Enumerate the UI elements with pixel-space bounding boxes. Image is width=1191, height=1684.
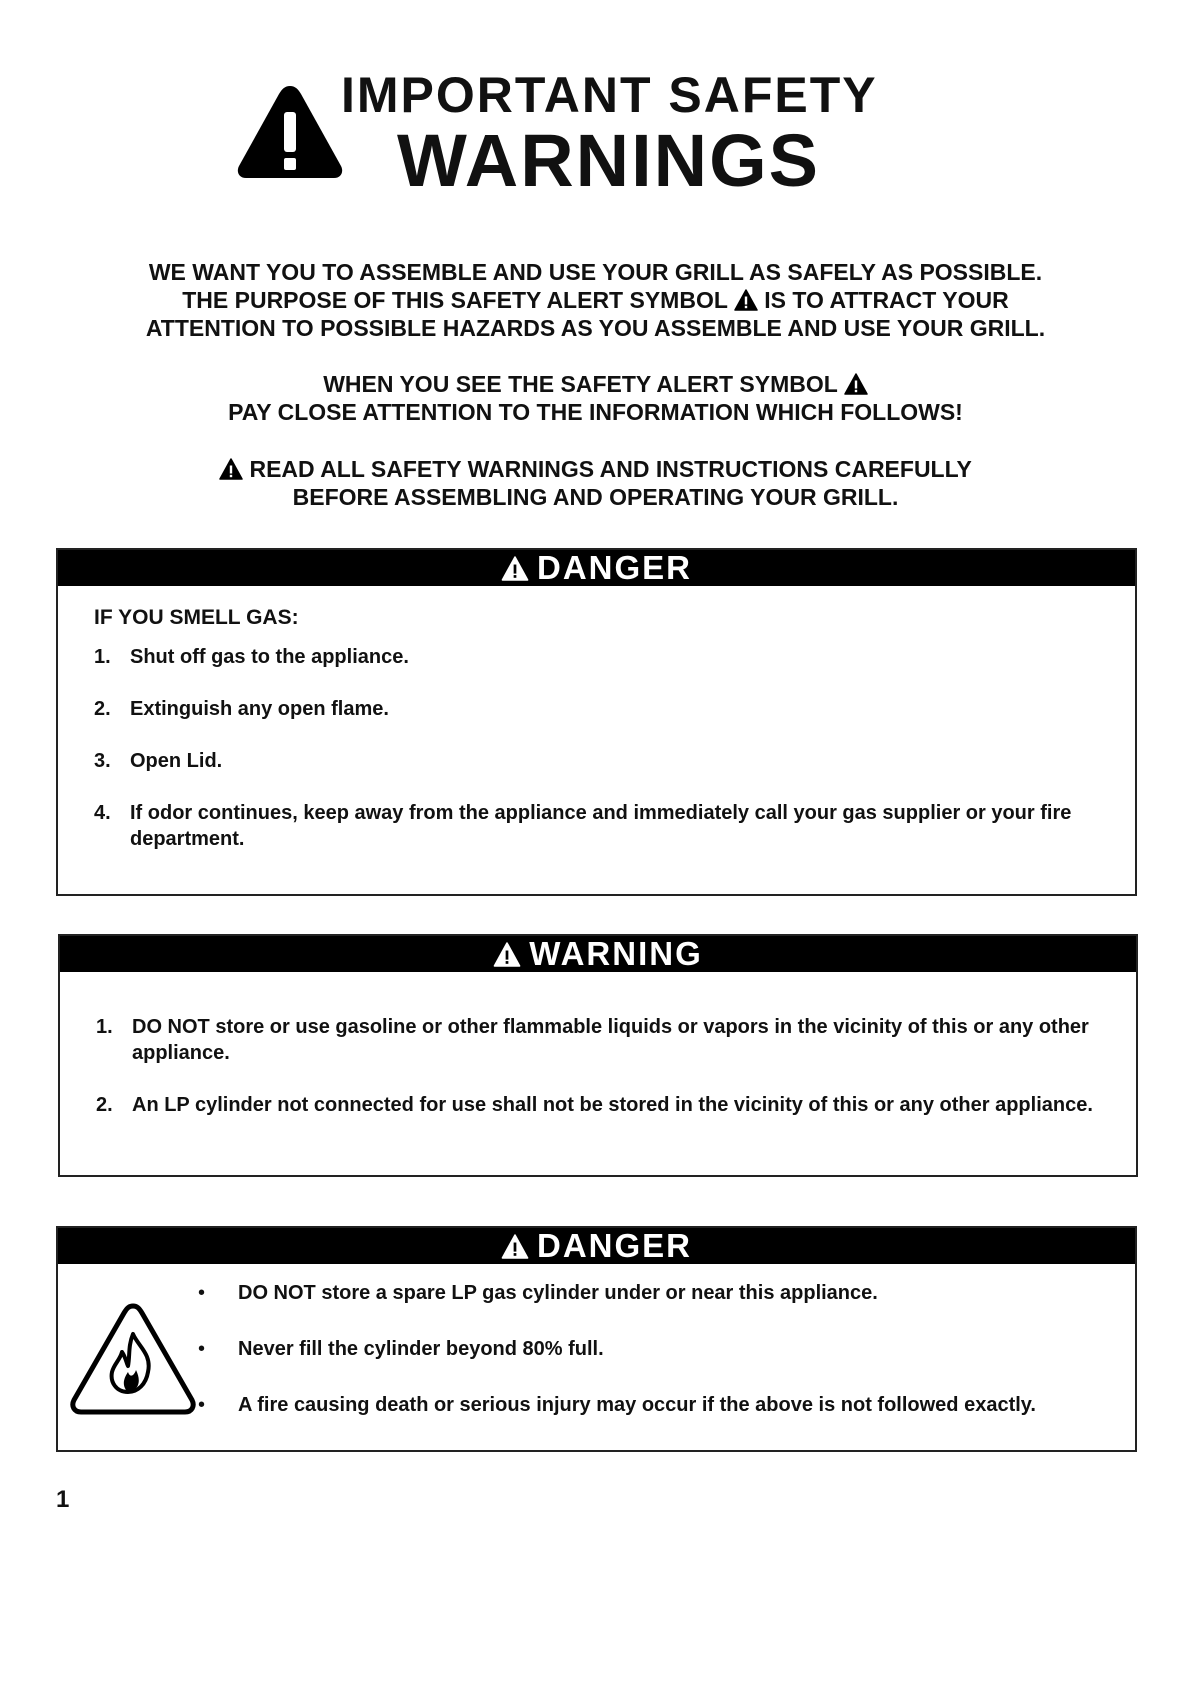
- list-item: 1. Shut off gas to the appliance.: [94, 646, 409, 668]
- intro-paragraph-1: [60, 258, 1131, 342]
- safety-alert-icon: [501, 556, 529, 581]
- danger-list: [58, 644, 1135, 852]
- intro-paragraph-2: [60, 370, 1131, 426]
- list-item: 1. DO NOT store or use gasoline or other flammable liquids or vapors in the vicinity of this or any other appliance.: [96, 1016, 1089, 1064]
- warning-header: WARNING: [60, 936, 1136, 972]
- danger-subheading: IF YOU SMELL GAS:: [94, 606, 299, 629]
- intro-paragraph-3: [60, 455, 1131, 511]
- list-item: 2. An LP cylinder not connected for use shall not be stored in the vicinity of this or any other appliance.: [96, 1094, 1093, 1116]
- safety-alert-icon: [501, 1234, 529, 1259]
- danger-header: DANGER: [58, 550, 1135, 586]
- safety-alert-icon: [235, 82, 345, 182]
- list-item: 4. If odor continues, keep away from the appliance and immediately call your gas supplier or your fire department.: [94, 802, 1072, 850]
- intro-text: WHEN YOU SEE THE SAFETY ALERT SYMBOL: [60, 370, 1131, 398]
- flammable-fire-icon: [68, 1300, 198, 1420]
- warning-list: [60, 1014, 1136, 1118]
- danger-header: DANGER: [58, 1228, 1135, 1264]
- danger-box-cylinder: [56, 1226, 1137, 1452]
- safety-alert-icon: [734, 289, 758, 311]
- page-title-line2: WARNINGS: [397, 119, 820, 202]
- intro-text: PAY CLOSE ATTENTION TO THE INFORMATION WHICH FOLLOWS!: [228, 399, 963, 425]
- list-item: • DO NOT store a spare LP gas cylinder under or near this appliance.: [198, 1282, 878, 1304]
- warning-box: [58, 934, 1138, 1177]
- danger-bullet-list: [198, 1280, 1118, 1448]
- safety-alert-icon: [219, 458, 243, 480]
- list-item: • A fire causing death or serious injury may occur if the above is not followed exactly.: [198, 1394, 1036, 1416]
- safety-alert-icon: [493, 942, 521, 967]
- list-item: 3. Open Lid.: [94, 750, 223, 772]
- intro-text: WE WANT YOU TO ASSEMBLE AND USE YOUR GRILL AS SAFELY AS POSSIBLE.: [148, 259, 1043, 285]
- page-header: [235, 66, 915, 206]
- page-number: 1: [56, 1486, 70, 1513]
- list-item: 2. Extinguish any open flame.: [94, 698, 389, 720]
- intro-text: ATTENTION TO POSSIBLE HAZARDS AS YOU ASSEMBLE AND USE YOUR GRILL.: [145, 315, 1046, 341]
- list-item: • Never fill the cylinder beyond 80% full.: [198, 1338, 604, 1360]
- intro-text: READ ALL SAFETY WARNINGS AND INSTRUCTIONS CAREFULLY: [60, 455, 1131, 483]
- safety-alert-icon: [844, 373, 868, 395]
- intro-text: BEFORE ASSEMBLING AND OPERATING YOUR GRILL.: [292, 484, 899, 510]
- danger-box-gas: [56, 548, 1137, 896]
- page-title-line1: IMPORTANT SAFETY: [341, 67, 878, 123]
- intro-text: THE PURPOSE OF THIS SAFETY ALERT SYMBOL IS TO ATTRACT YOUR: [182, 287, 1009, 313]
